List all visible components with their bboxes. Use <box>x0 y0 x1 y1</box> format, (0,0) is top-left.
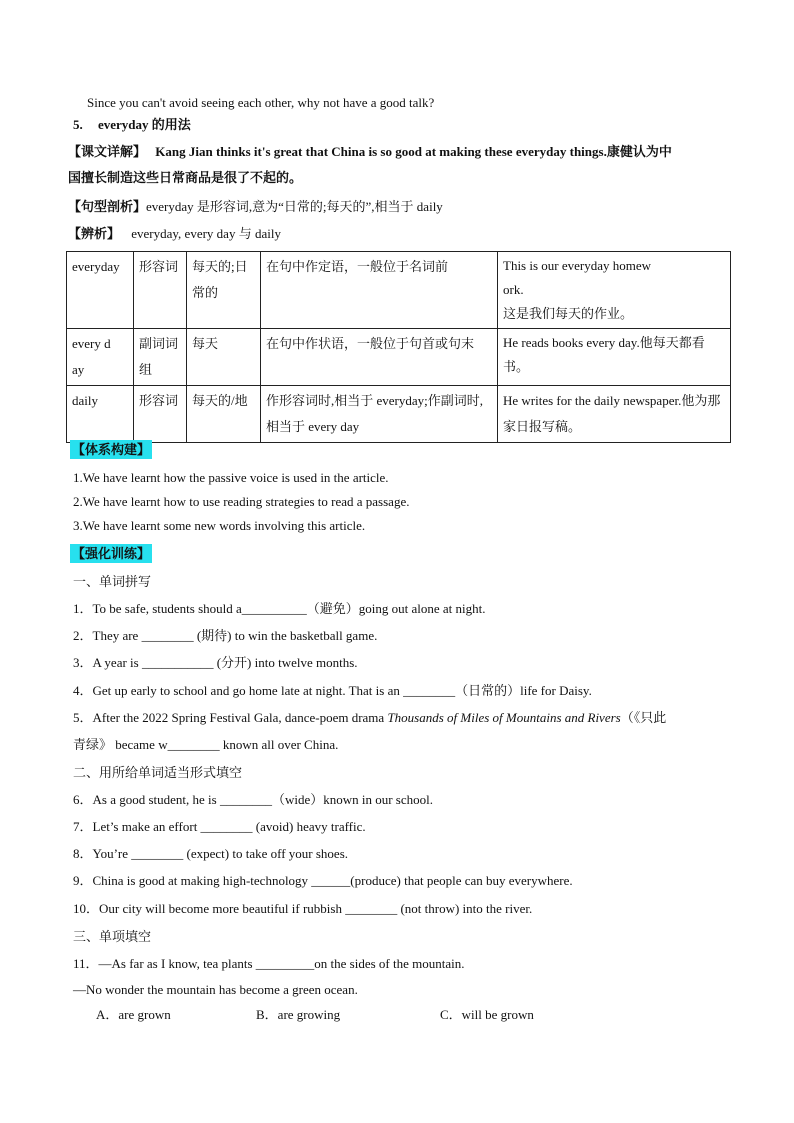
q5-post: （《只此 <box>620 710 667 725</box>
question <box>73 710 666 726</box>
usage-cell: 作形容词时,相当于 everyday;作副词时,相当于 every day <box>261 386 498 443</box>
part3-title: 三、单项填空 <box>73 929 152 944</box>
table-row <box>67 252 731 329</box>
question: 4．Get up early to school and go home late at night. That is an ________（日常的）life for Daisy. <box>73 683 592 698</box>
question-cont: 青绿》 became w________ known all over China. <box>73 737 339 752</box>
q5-pre: 5．After the 2022 Spring Festival Gala, dance-poem drama <box>73 710 388 725</box>
practice-label: 【强化训练】 <box>72 546 151 561</box>
question: 1．To be safe, students should a__________（避免）going out alone at night. <box>73 601 486 616</box>
example-en: He reads books every day. <box>503 335 640 350</box>
question: 10．Our city will become more beautiful if rubbish ________ (not throw) into the river. <box>73 901 533 916</box>
pos-cell: 形容词 <box>134 252 187 329</box>
option-b: B．are growing <box>256 1007 341 1022</box>
list-item: 3.We have learnt some new words involving this article. <box>73 518 366 533</box>
part1-title: 一、单词拼写 <box>73 574 152 589</box>
list-item: 1.We have learnt how the passive voice is used in the article. <box>73 470 389 485</box>
analysis-label: 【句型剖析】 <box>68 199 147 214</box>
section-title: everyday 的用法 <box>98 117 191 132</box>
example-cell <box>498 329 731 386</box>
question: 11．—As far as I know, tea plants _________on the sides of the mountain. <box>73 956 465 971</box>
example-cell <box>498 252 731 329</box>
example-cn: 这是我们每天的作业。 <box>503 306 634 321</box>
intro-sentence: Since you can't avoid seeing each other, why not have a good talk? <box>87 95 435 110</box>
meaning-cell: 每天的;日常的 <box>187 252 261 329</box>
word-cell: daily <box>67 386 134 443</box>
detail-text: Kang Jian thinks it's great that China is so good at making these everyday things.康健认为中 <box>155 144 672 159</box>
q5-title-italic: Thousands of Miles of Mountains and Rivers <box>387 710 621 725</box>
question: 7．Let’s make an effort ________ (avoid) heavy traffic. <box>73 819 366 834</box>
section-5-heading <box>73 117 191 133</box>
pos-cell: 副词词组 <box>134 329 187 386</box>
word-cell: every day <box>67 329 134 386</box>
detail-label: 【课文详解】 <box>68 144 147 159</box>
analysis-text: everyday 是形容词,意为“日常的;每天的”,相当于 daily <box>146 199 443 214</box>
example-cell <box>498 386 731 443</box>
compare-line <box>68 226 281 242</box>
table-row <box>67 329 731 386</box>
meaning-cell: 每天 <box>187 329 261 386</box>
pos-cell: 形容词 <box>134 386 187 443</box>
usage-cell: 在句中作定语，一般位于名词前 <box>261 252 498 329</box>
table-row <box>67 386 731 443</box>
list-item: 2.We have learnt how to use reading strategies to read a passage. <box>73 494 410 509</box>
part2-title: 二、用所给单词适当形式填空 <box>73 765 243 780</box>
example-cn: 他为那家日报写稿。 <box>503 393 721 434</box>
example-en: He writes for the daily newspaper. <box>503 393 682 408</box>
usage-cell: 在句中作状语，一般位于句首或句末 <box>261 329 498 386</box>
compare-label: 【辨析】 <box>68 226 121 241</box>
detail-line <box>68 144 672 160</box>
system-build-label: 【体系构建】 <box>72 442 151 457</box>
compare-text: everyday, every day 与 daily <box>131 226 281 241</box>
meaning-cell: 每天的/地 <box>187 386 261 443</box>
question: 3．A year is ___________ (分开) into twelve months. <box>73 655 358 670</box>
option-c: C．will be grown <box>440 1007 534 1022</box>
section-number: 5. <box>73 117 83 132</box>
question-reply: —No wonder the mountain has become a green ocean. <box>73 982 358 997</box>
example-cn: 他每天都看书。 <box>503 335 705 374</box>
question: 6．As a good student, he is ________（wide）known in our school. <box>73 792 434 807</box>
practice-heading <box>70 544 152 563</box>
detail-text-cont: 国擅长制造这些日常商品是很了不起的。 <box>68 170 303 185</box>
example-en: This is our everyday homework. <box>503 258 652 297</box>
system-build-heading <box>70 440 152 459</box>
question: 2．They are ________ (期待) to win the basketball game. <box>73 628 378 643</box>
usage-comparison-table <box>66 251 731 443</box>
analysis-line <box>68 199 443 215</box>
question: 8．You’re ________ (expect) to take off your shoes. <box>73 846 348 861</box>
word-cell: everyday <box>67 252 134 329</box>
question: 9．China is good at making high-technology ______(produce) that people can buy everywhere. <box>73 873 573 888</box>
option-a: A．are grown <box>96 1007 171 1022</box>
